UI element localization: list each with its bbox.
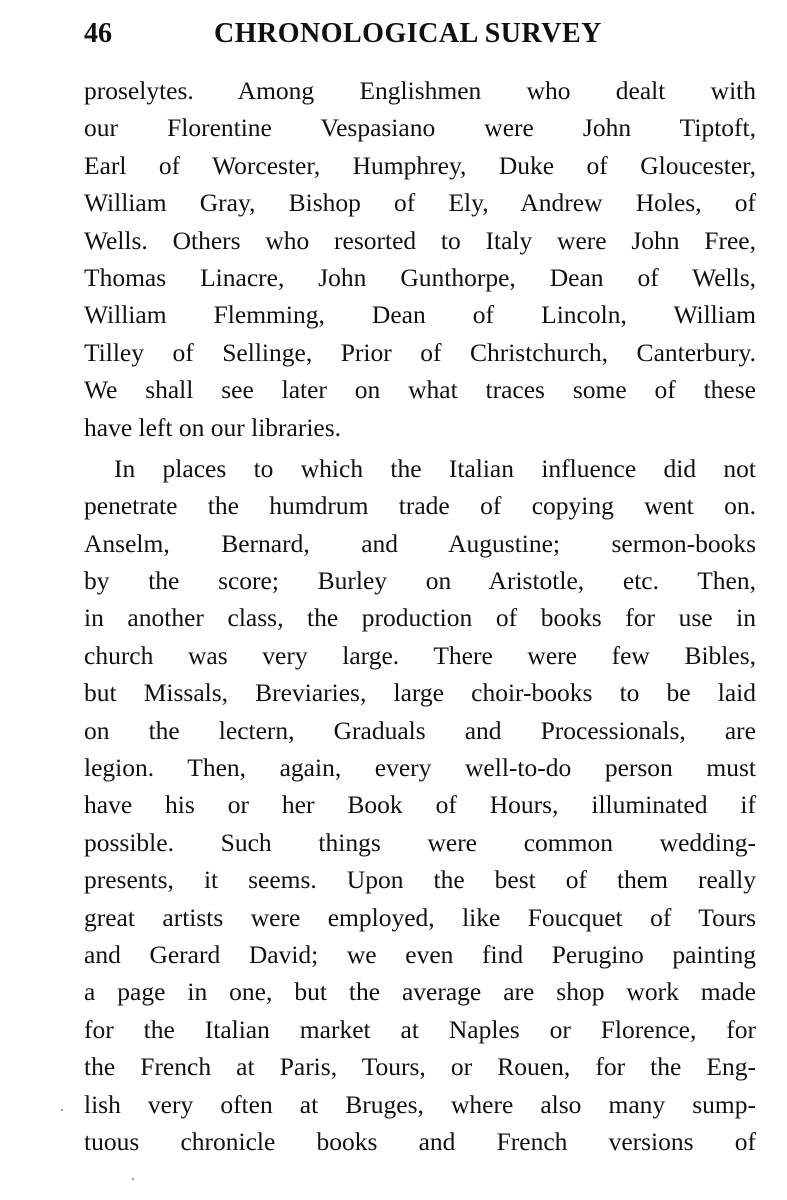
text-line: in another class, the production of books for use in	[84, 603, 756, 633]
print-specks	[58, 1100, 158, 1190]
text-line: proselytes. Among Englishmen who dealt with	[84, 76, 756, 105]
text-line: possible. Such things were common wedding-	[84, 827, 756, 857]
paragraph-1	[84, 72, 756, 446]
text-line: Thomas Linacre, John Gunthorpe, Dean of Wells,	[84, 262, 756, 292]
text-line: a page in one, but the average are shop work made	[84, 977, 756, 1007]
ink-speck	[61, 1109, 63, 1111]
running-title: CHRONOLOGICAL SURVEY	[214, 18, 602, 49]
text-line: We shall see later on what traces some of these	[84, 375, 756, 405]
text-line: the French at Paris, Tours, or Rouen, for the Eng-	[84, 1052, 756, 1082]
text-line: have left on our libraries.	[84, 412, 342, 442]
text-line: great artists were employed, like Foucquet of Tours	[84, 902, 756, 932]
text-line: by the score; Burley on Aristotle, etc. Then,	[84, 566, 756, 596]
text-line: Wells. Others who resorted to Italy were John Free,	[84, 225, 756, 255]
text-line: In places to which the Italian influence did not	[114, 453, 756, 483]
text-line: on the lectern, Graduals and Processionals, are	[84, 715, 756, 745]
text-line: Earl of Worcester, Humphrey, Duke of Gloucester,	[84, 150, 756, 180]
page-number: 46	[84, 18, 112, 49]
ink-speck	[132, 1178, 134, 1180]
text-line: and Gerard David; we even find Perugino painting	[84, 939, 756, 969]
text-line: Anselm, Bernard, and Augustine; sermon-books	[84, 528, 756, 558]
text-line: have his or her Book of Hours, illuminated if	[84, 790, 756, 820]
text-line: Tilley of Sellinge, Prior of Christchurch, Canterbury.	[84, 337, 756, 367]
text-line: our Florentine Vespasiano were John Tiptoft,	[84, 113, 756, 143]
running-head	[84, 14, 756, 54]
body-text	[84, 72, 756, 1160]
text-line: church was very large. There were few Bibles,	[84, 640, 756, 670]
text-line: tuous chronicle books and French versions of	[84, 1126, 756, 1156]
text-line: presents, it seems. Upon the best of them really	[84, 865, 756, 895]
text-line: but Missals, Breviaries, large choir-books to be laid	[84, 678, 756, 708]
text-line: legion. Then, again, every well-to-do person must	[84, 753, 756, 783]
text-line: lish very often at Bruges, where also many sump-	[84, 1089, 756, 1119]
paragraph-2	[84, 450, 756, 1160]
text-line: William Gray, Bishop of Ely, Andrew Holes, of	[84, 188, 756, 218]
text-line: William Flemming, Dean of Lincoln, William	[84, 300, 756, 330]
text-line: for the Italian market at Naples or Florence, for	[84, 1014, 756, 1044]
text-line: penetrate the humdrum trade of copying went on.	[84, 491, 756, 521]
